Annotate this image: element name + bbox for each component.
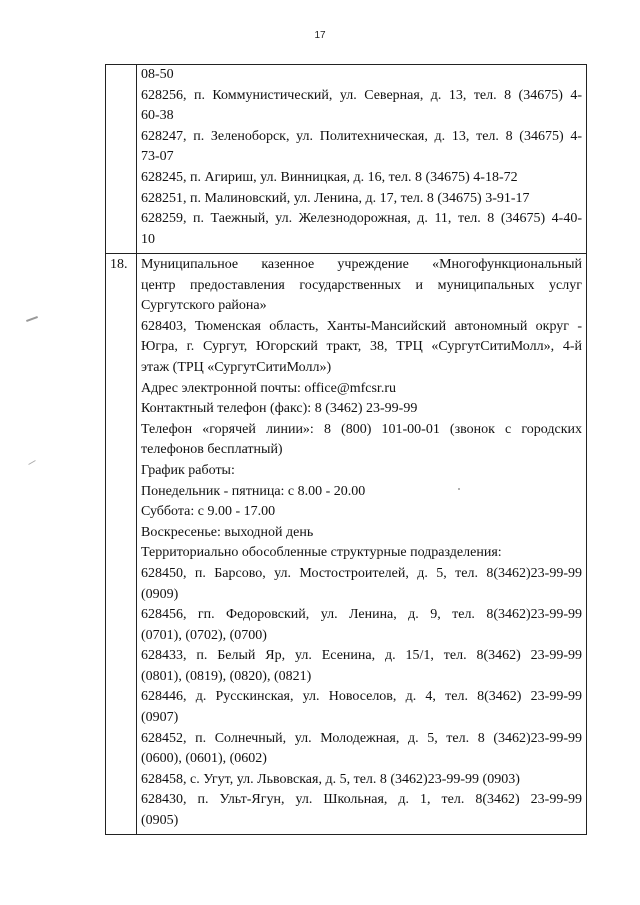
text-line: (0907) xyxy=(141,710,179,726)
text-line: 628450, п. Барсово, ул. Мостостроителей, д. 5, тел. 8(3462)23-99-99 xyxy=(141,565,582,581)
text-line: 628433, п. Белый Яр, ул. Есенина, д. 15/1, тел. 8(3462) 23-99-99 xyxy=(141,648,582,664)
text-line: Понедельник - пятница: с 8.00 - 20.00 xyxy=(141,483,366,499)
text-line: 628247, п. Зеленоборск, ул. Политехническая, д. 13, тел. 8 (34675) 4- xyxy=(141,128,582,144)
text-line: 628458, с. Угут, ул. Львовская, д. 5, тел. 8 (3462)23-99-99 (0903) xyxy=(141,771,520,787)
text-line: Контактный телефон (факс): 8 (3462) 23-99-99 xyxy=(141,401,418,417)
margin-mark xyxy=(26,316,38,322)
text-line: 628403, Тюменская область, Ханты-Мансийский автономный округ - xyxy=(141,318,582,334)
table-row xyxy=(106,65,587,254)
text-line: 628456, гп. Федоровский, ул. Ленина, д. 9, тел. 8(3462)23-99-99 xyxy=(141,607,582,623)
row-content xyxy=(137,65,586,250)
row-number-cell xyxy=(106,65,137,254)
text-line: (0909) xyxy=(141,586,179,602)
row-number-cell xyxy=(106,254,137,835)
text-line: Муниципальное казенное учреждение «Многофункциональный xyxy=(141,257,582,272)
row-content xyxy=(137,254,586,834)
text-line: Воскресенье: выходной день xyxy=(141,524,314,540)
text-line: Адрес электронной почты: office@mfcsr.ru xyxy=(141,380,396,396)
text-line: Суббота: с 9.00 - 17.00 xyxy=(141,504,276,520)
text-line: 73-07 xyxy=(141,149,174,165)
text-line: (0600), (0601), (0602) xyxy=(141,751,267,767)
page-number: 17 xyxy=(314,30,326,41)
text-line: 628446, д. Русскинская, ул. Новоселов, д. 4, тел. 8(3462) 23-99-99 xyxy=(141,689,582,705)
text-line: Югра, г. Сургут, Югорский тракт, 38, ТРЦ «СургутСитиМолл», 4-й xyxy=(141,339,582,355)
row-number: 18. xyxy=(110,257,128,272)
text-line: 628452, п. Солнечный, ул. Молодежная, д. 5, тел. 8 (3462)23-99-99 xyxy=(141,730,582,746)
text-line: 628430, п. Ульт-Ягун, ул. Школьная, д. 1, тел. 8(3462) 23-99-99 xyxy=(141,792,582,808)
text-line: Сургутского района» xyxy=(141,298,267,314)
text-line: 628251, п. Малиновский, ул. Ленина, д. 17, тел. 8 (34675) 3-91-17 xyxy=(141,190,530,206)
margin-mark xyxy=(28,460,35,465)
text-line: центр предоставления государственных и муниципальных услуг xyxy=(141,277,582,293)
text-line: 628256, п. Коммунистический, ул. Северная, д. 13, тел. 8 (34675) 4- xyxy=(141,87,582,103)
text-line: (0905) xyxy=(141,813,179,829)
text-line: 628259, п. Таежный, ул. Железнодорожная, д. 11, тел. 8 (34675) 4-40- xyxy=(141,211,582,227)
row-number xyxy=(106,65,136,66)
table-row xyxy=(106,254,587,835)
text-line: Территориально обособленные структурные подразделения: xyxy=(141,545,502,561)
text-line: 08-50 xyxy=(141,67,174,82)
row-content-cell xyxy=(137,65,587,254)
text-line: (0801), (0819), (0820), (0821) xyxy=(141,668,312,684)
text-line: 60-38 xyxy=(141,108,174,124)
document-table xyxy=(105,64,587,835)
text-line: График работы: xyxy=(141,462,235,478)
text-line: (0701), (0702), (0700) xyxy=(141,627,267,643)
text-line: 628245, п. Агириш, ул. Винницкая, д. 16, тел. 8 (34675) 4-18-72 xyxy=(141,169,518,185)
row-content-cell xyxy=(137,254,587,835)
text-line: 10 xyxy=(141,231,155,247)
text-line: этаж (ТРЦ «СургутСитиМолл») xyxy=(141,359,332,375)
text-line: Телефон «горячей линии»: 8 (800) 101-00-01 (звонок с городских xyxy=(141,421,582,437)
text-line: телефонов бесплатный) xyxy=(141,442,283,458)
